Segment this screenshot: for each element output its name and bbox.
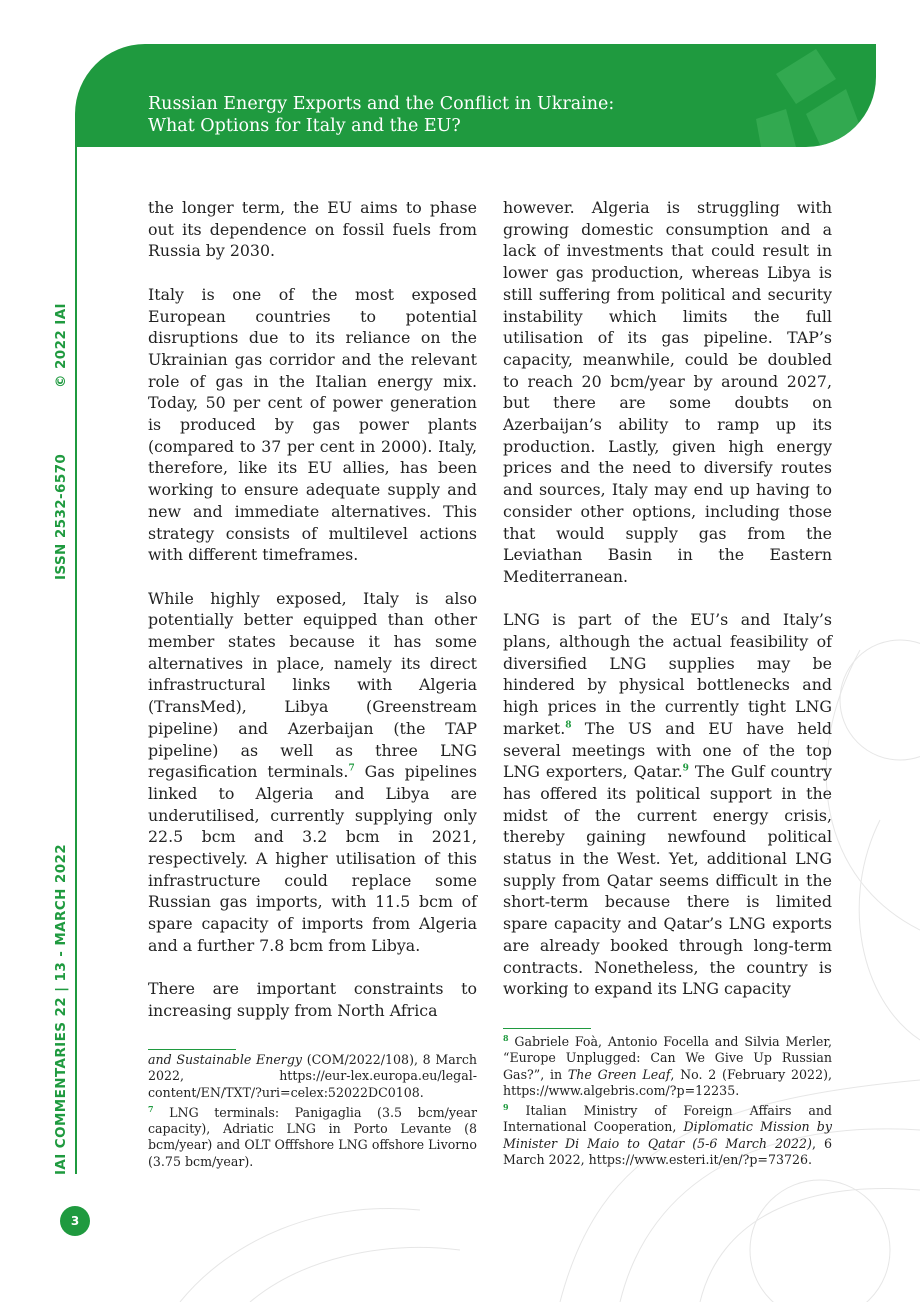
footnote-text: (COM/2022/108), 8 March 2022, https://eur-lex.europa.eu/legal-content/EN/TXT/?uri=celex:52022DC0108. bbox=[148, 1052, 477, 1100]
left-paragraph-1: the longer term, the EU aims to phase out its dependence on fossil fuels from Russia by 2030. bbox=[148, 198, 477, 261]
leaf-logo-icon bbox=[736, 44, 876, 147]
footnote-italic: Diplomatic Mission by Minister Di Maio to Qatar (5-6 March 2022) bbox=[503, 1119, 832, 1151]
footnote-9 bbox=[503, 1103, 832, 1168]
footnote-7 bbox=[148, 1105, 477, 1170]
footnote-text: , 6 March 2022, https://www.esteri.it/en/?p=73726. bbox=[503, 1135, 832, 1168]
footnote-continuation bbox=[148, 1052, 477, 1101]
footnote-divider-right bbox=[503, 1028, 591, 1029]
footnote-text: , No. 2 (February 2022), https://www.algebris.com/?p=12235. bbox=[503, 1066, 832, 1098]
sidebar-rule bbox=[75, 147, 77, 1174]
right-column bbox=[503, 197, 832, 1022]
title-line-1: Russian Energy Exports and the Conflict in Ukraine: bbox=[148, 94, 615, 114]
footnote-8 bbox=[503, 1034, 832, 1099]
title-line-2: What Options for Italy and the EU? bbox=[148, 116, 461, 136]
page-title bbox=[148, 93, 614, 137]
footnotes-left bbox=[148, 1052, 477, 1174]
copyright-label: © 2022 IAI bbox=[53, 303, 69, 388]
left-paragraph-2: Italy is one of the most exposed European countries to potential disruptions due to its reliance on the Ukrainian gas corridor and the relevant role of gas in the Italian energy mix. Today, 50 per cent of power generation is produced by gas power plants (compared to 37 per cent in 2000). Italy, therefore, like its EU allies, has been working to ensure adequate supply and new and immediate alternatives. This strategy consists of multilevel actions with different timeframes. bbox=[148, 284, 477, 565]
right-paragraph-2 bbox=[503, 609, 832, 1000]
footnote-divider-left bbox=[148, 1049, 236, 1050]
left-paragraph-3 bbox=[148, 588, 477, 957]
issn-label: ISSN 2532-6570 bbox=[53, 453, 69, 580]
series-label: IAI COMMENTARIES 22 | 13 - MARCH 2022 bbox=[53, 843, 69, 1175]
footnote-text: Gabriele Foà, Antonio Focella and Silvia Merler, “Europe Unplugged: Can We Give Up Russian Gas?”, in bbox=[503, 1034, 832, 1082]
footnote-italic: and Sustainable Energy bbox=[148, 1052, 303, 1067]
footnote-number: 9 bbox=[503, 1102, 509, 1112]
text-segment: While highly exposed, Italy is also potentially better equipped than other member states because it has some alternatives in place, namely its direct infrastructural links with Algeria (TransMed), Libya (Greenstream pipeline) and Azerbaijan (the TAP pipeline) as well as three LNG regasification terminals. bbox=[148, 588, 477, 782]
text-segment: LNG is part of the EU’s and Italy’s plans, although the actual feasibility of diversified LNG supplies may be hindered by physical bottlenecks and high prices in the currently tight LNG market. bbox=[503, 610, 832, 738]
header-banner bbox=[75, 44, 876, 147]
page-number: 3 bbox=[60, 1206, 90, 1236]
text-segment: Gas pipelines linked to Algeria and Libya are underutilised, currently supplying only 22.5 bcm and 3.2 bcm in 2021, respectively. A higher utilisation of this infrastructure could replace some Russian gas imports, with 11.5 bcm of spare capacity of imports from Algeria and a further 7.8 bcm from Libya. bbox=[148, 762, 477, 955]
footnotes-right bbox=[503, 1034, 832, 1172]
left-paragraph-4: There are important constraints to increasing supply from North Africa bbox=[148, 979, 477, 1020]
left-column bbox=[148, 197, 477, 1043]
footnote-text: LNG terminals: Panigaglia (3.5 bcm/year capacity), Adriatic LNG in Porto Levante (8 bcm/year) and OLT Offfshore LNG offshore Livorno (3.75 bcm/year). bbox=[148, 1104, 477, 1169]
right-paragraph-1: however. Algeria is struggling with growing domestic consumption and a lack of investments that could result in lower gas production, whereas Libya is still suffering from political and security instability which limits the full utilisation of its gas pipeline. TAP’s capacity, meanwhile, could be doubled to reach 20 bcm/year by around 2027, but there are some doubts on Azerbaijan’s ability to ramp up its production. Lastly, given high energy prices and the need to diversify routes and sources, Italy may end up having to consider other options, including those that would supply gas from the Leviathan Basin in the Eastern Mediterranean. bbox=[503, 198, 832, 586]
footnote-italic: The Green Leaf bbox=[567, 1066, 671, 1082]
text-segment: The Gulf country has offered its political support in the midst of the current energy crisis, thereby gaining newfound political status in the West. Yet, additional LNG supply from Qatar seems difficult in the short-term because there is limited spare capacity and Qatar’s LNG exports are already booked through long-term contracts. Nonetheless, the country is working to expand its LNG capacity bbox=[503, 762, 832, 999]
footnote-number: 7 bbox=[148, 1103, 154, 1114]
footnote-ref-8[interactable]: 8 bbox=[565, 720, 572, 731]
footnote-ref-7[interactable]: 7 bbox=[348, 763, 355, 774]
footnote-ref-9[interactable]: 9 bbox=[682, 764, 689, 774]
text-segment: The US and EU have held several meetings with one of the top LNG exporters, Qatar. bbox=[503, 718, 832, 782]
footnote-number: 8 bbox=[503, 1032, 509, 1043]
footnote-text: Italian Ministry of Foreign Affairs and International Cooperation, bbox=[503, 1103, 832, 1135]
